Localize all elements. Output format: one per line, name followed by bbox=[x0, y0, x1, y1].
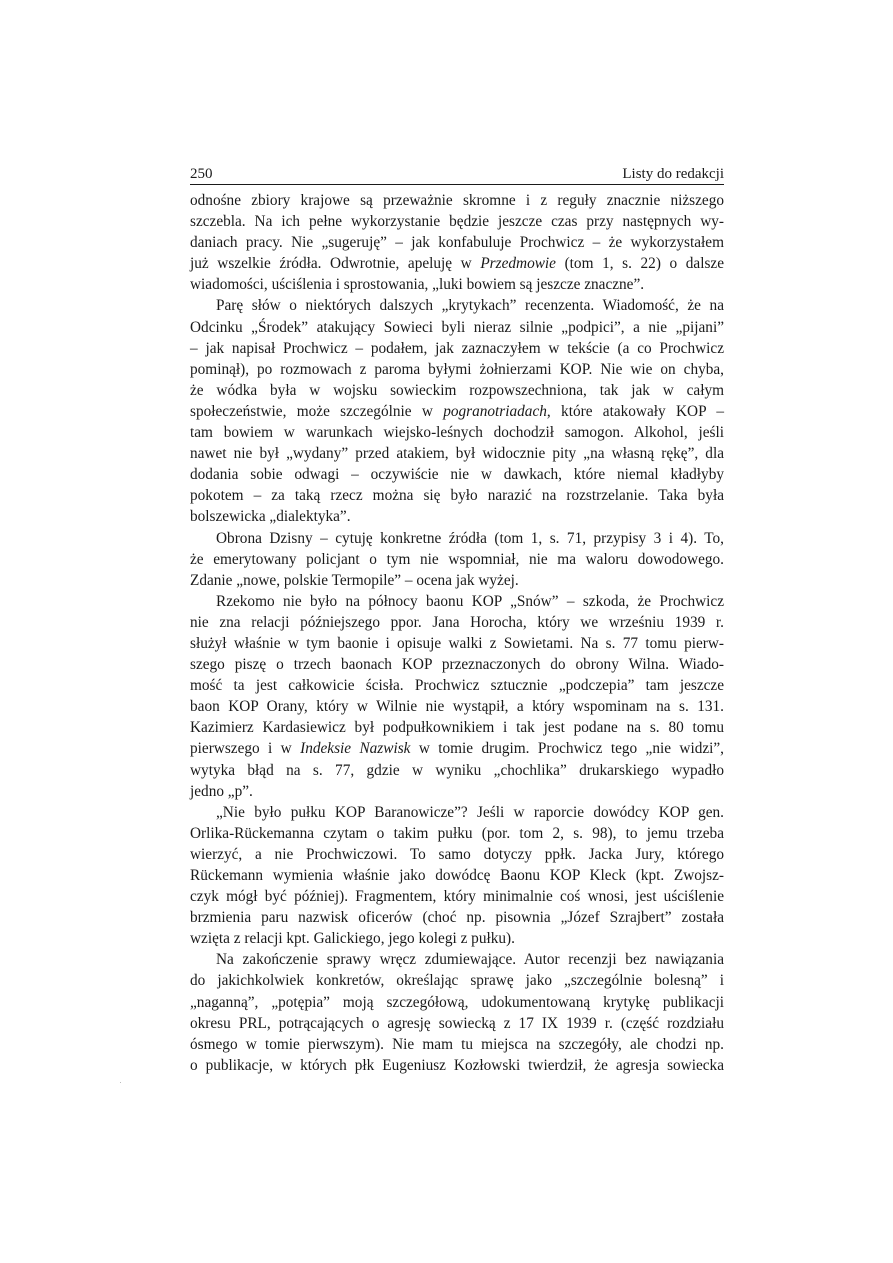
text-line: wierzyć, a nie Prochwiczowi. To samo dotyczy ppłk. Jacka Jury, którego bbox=[190, 845, 724, 863]
text-line: pokotem – za taką rzecz można się było narazić na rozstrzelanie. Taka była bbox=[190, 487, 724, 505]
text-line: Orlika-Rückemanna czytam o takim pułku (por. tom 2, s. 98), to jemu trzeba bbox=[190, 824, 724, 842]
text-line: brzmienia paru nazwisk oficerów (choć np. pisownia „Józef Szrajbert” została bbox=[190, 909, 724, 927]
text-line: wiadomości, uściślenia i sprostowania, „luki bowiem są jeszcze znaczne”. bbox=[190, 276, 645, 294]
scan-artifact bbox=[120, 1082, 121, 1083]
text-line: odnośne zbiory krajowe są przeważnie skromne i z reguły znacznie niższego bbox=[190, 192, 724, 209]
text-line: wzięta z relacji kpt. Galickiego, jego kolegi z pułku). bbox=[190, 930, 515, 948]
paragraph bbox=[190, 802, 724, 950]
text-line: pominął), po rozmowach z paroma byłymi żołnierzami KOP. Nie wie on chyba, bbox=[190, 360, 724, 378]
text-line: – jak napisał Prochwicz – podałem, jak zaznaczyłem w tekście (a co Prochwicz bbox=[190, 339, 724, 357]
page-number: 250 bbox=[190, 166, 213, 182]
text-line: do jakichkolwiek konkretów, określając sprawę jako „szczególnie bolesną” i bbox=[190, 972, 724, 990]
body-text bbox=[190, 190, 724, 1076]
text-line: baon KOP Orany, który w Wilnie nie wystąpił, a który wspominam na s. 131. bbox=[190, 698, 724, 716]
text-line: szego piszę o trzech baonach KOP przeznaczonych do obrony Wilna. Wiado- bbox=[190, 656, 724, 674]
text-line: pierwszego i w Indeksie Nazwisk w tomie drugim. Prochwicz tego „nie widzi”, bbox=[190, 740, 724, 758]
text-line: o publikacje, w których płk Eugeniusz Kozłowski twierdził, że agresja sowiecka bbox=[190, 1056, 724, 1074]
text-line: już wszelkie źródła. Odwrotnie, apeluję w Przedmowie (tom 1, s. 22) o dalsze bbox=[190, 255, 724, 273]
text-line: szczebla. Na ich pełne wykorzystanie będzie jeszcze czas przy następnych wy- bbox=[190, 213, 724, 231]
text-line: Odcinku „Środek” atakujący Sowieci byli nieraz silnie „podpici”, a nie „pijani” bbox=[190, 318, 724, 336]
text-line: daniach pracy. Nie „sugeruję” – jak konfabuluje Prochwicz – że wykorzystałem bbox=[190, 234, 724, 252]
text-line: Obrona Dzisny – cytuję konkretne źródła (tom 1, s. 71, przypisy 3 i 4). To, bbox=[216, 529, 724, 547]
text-line: ósmego w tomie pierwszym). Nie mam tu miejsca na szczegóły, ale chodzi np. bbox=[190, 1035, 724, 1053]
text-line: Parę słów o niektórych dalszych „krytykach” recenzenta. Wiadomość, że na bbox=[216, 297, 724, 315]
text-line: „Nie było pułku KOP Baranowicze”? Jeśli w raporcie dowódcy KOP gen. bbox=[216, 803, 724, 821]
text-line: Zdanie „nowe, polskie Termopile” – ocena jak wyżej. bbox=[190, 571, 519, 589]
text-line: „naganną”, „potępia” moją szczegółową, udokumentowaną krytykę publikacji bbox=[190, 993, 724, 1011]
paragraph bbox=[190, 190, 724, 295]
paragraph bbox=[190, 591, 724, 802]
text-line: dodania sobie odwagi – oczywiście nie w dawkach, które niemal kładłyby bbox=[190, 466, 724, 484]
text-line: społeczeństwie, może szczególnie w pogranotriadach, które atakowały KOP – bbox=[190, 402, 724, 420]
text-line: Na zakończenie sprawy wręcz zdumiewające. Autor recenzji bez nawiązania bbox=[216, 951, 724, 969]
text-line: Kazimierz Kardasiewicz był podpułkownikiem i tak jest podane na s. 80 tomu bbox=[190, 719, 724, 737]
paragraph bbox=[190, 528, 724, 591]
text-line: że wódka była w wojsku sowieckim rozpowszechniona, tak jak w całym bbox=[190, 381, 724, 399]
text-line: tam bowiem w warunkach wiejsko-leśnych dochodził samogon. Alkohol, jeśli bbox=[190, 424, 724, 442]
text-line: bolszewicka „dialektyka”. bbox=[190, 508, 351, 526]
text-line: okresu PRL, potrącających o agresję sowiecką z 17 IX 1939 r. (część rozdziału bbox=[190, 1014, 724, 1032]
text-line: służył właśnie w tym baonie i opisuje walki z Sowietami. Na s. 77 tomu pierw- bbox=[190, 634, 724, 652]
text-line: nie zna relacji późniejszego ppor. Jana Horocha, który we wrześniu 1939 r. bbox=[190, 613, 724, 631]
text-line: Rzekomo nie było na północy baonu KOP „Snów” – szkoda, że Prochwicz bbox=[216, 592, 724, 610]
text-line: wytyka błąd na s. 77, gdzie w wyniku „chochlika” drukarskiego wypadło bbox=[190, 761, 724, 779]
text-line: że emerytowany policjant o tym nie wspomniał, nie ma waloru dowodowego. bbox=[190, 550, 724, 568]
running-head: Listy do redakcji bbox=[622, 166, 724, 182]
text-line: jedno „p”. bbox=[190, 782, 253, 800]
paragraph bbox=[190, 295, 724, 527]
text-line: czyk mógł być później). Fragmentem, który minimalnie coś wnosi, jest uściślenie bbox=[190, 888, 724, 906]
text-line: mość ta jest całkowicie ścisła. Prochwicz sztucznie „podczepia” tam jeszcze bbox=[190, 677, 724, 695]
text-line: nawet nie był „wydany” przed atakiem, był widocznie pity „na własną rękę”, dla bbox=[190, 445, 724, 463]
text-line: Rückemann wymienia właśnie jako dowódcę Baonu KOP Kleck (kpt. Zwojsz- bbox=[190, 867, 724, 884]
page-header bbox=[190, 164, 724, 185]
paragraph bbox=[190, 949, 724, 1076]
